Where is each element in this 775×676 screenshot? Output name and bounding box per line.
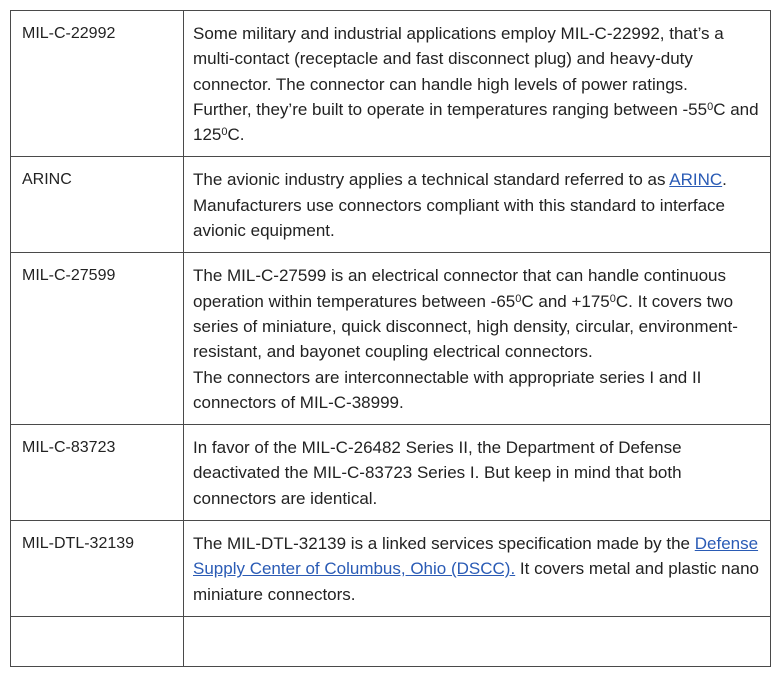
description-paragraph: The connectors are interconnectable with appropriate series I and II connectors of MIL-C-38999. [193,367,702,412]
description-text: The avionic industry applies a technical standard referred to as [193,170,670,190]
connector-name-cell: MIL-DTL-32139 [11,521,184,617]
degree-superscript: 0 [515,292,522,305]
dscc-link[interactable]: Defense Supply Center of Columbus, Ohio (DSCC). [193,534,759,579]
connector-description-cell [184,157,771,253]
description-paragraph [193,97,762,148]
description-paragraph: Some military and industrial applications employ MIL-C-22992, that’s a multi-contact (receptacle and fast disconnect plug) and heavy-duty connector. The connector can handle high levels of power ratings. [193,24,724,94]
connector-description-cell [184,11,771,157]
connector-spec-table [10,10,771,667]
connector-name-cell [11,616,184,666]
arinc-link[interactable]: ARINC [669,170,723,190]
degree-superscript: 0 [221,126,228,139]
description-text: C. [227,125,245,145]
table-row [11,11,771,157]
description-text: C and +175 [521,291,610,311]
connector-name-cell: ARINC [11,157,184,253]
connector-description-cell [184,616,771,666]
description-text: It covers metal and plastic nano miniature connectors. [193,559,759,604]
table-row [11,521,771,617]
description-text: Further, they’re built to operate in temperatures ranging between -55 [193,99,708,119]
description-text: C. It covers two series of miniature, quick disconnect, high density, circular, environment-resistant, and bayonet coupling electrical connectors. [193,291,738,362]
table-row [11,157,771,253]
table-row [11,253,771,425]
connector-description-cell [184,253,771,425]
connector-description-cell: In favor of the MIL-C-26482 Series II, the Department of Defense deactivated the MIL-C-83723 Series I. But keep in mind that both connectors are identical. [184,425,771,521]
connector-name-cell: MIL-C-27599 [11,253,184,425]
connector-name-cell: MIL-C-22992 [11,11,184,157]
description-text: C and 125 [193,99,759,145]
description-text: The MIL-C-27599 is an electrical connector that can handle continuous operation within temperatures between -65 [193,266,726,311]
table-row [11,616,771,666]
connector-name-cell: MIL-C-83723 [11,425,184,521]
degree-superscript: 0 [609,292,616,305]
connector-description-cell [184,521,771,617]
description-text: The MIL-DTL-32139 is a linked services specification made by the [193,534,695,554]
degree-superscript: 0 [707,100,714,113]
description-text: . Manufacturers use connectors compliant with this standard to interface avionic equipment. [193,170,727,241]
table-row [11,425,771,521]
description-paragraph [193,263,762,364]
